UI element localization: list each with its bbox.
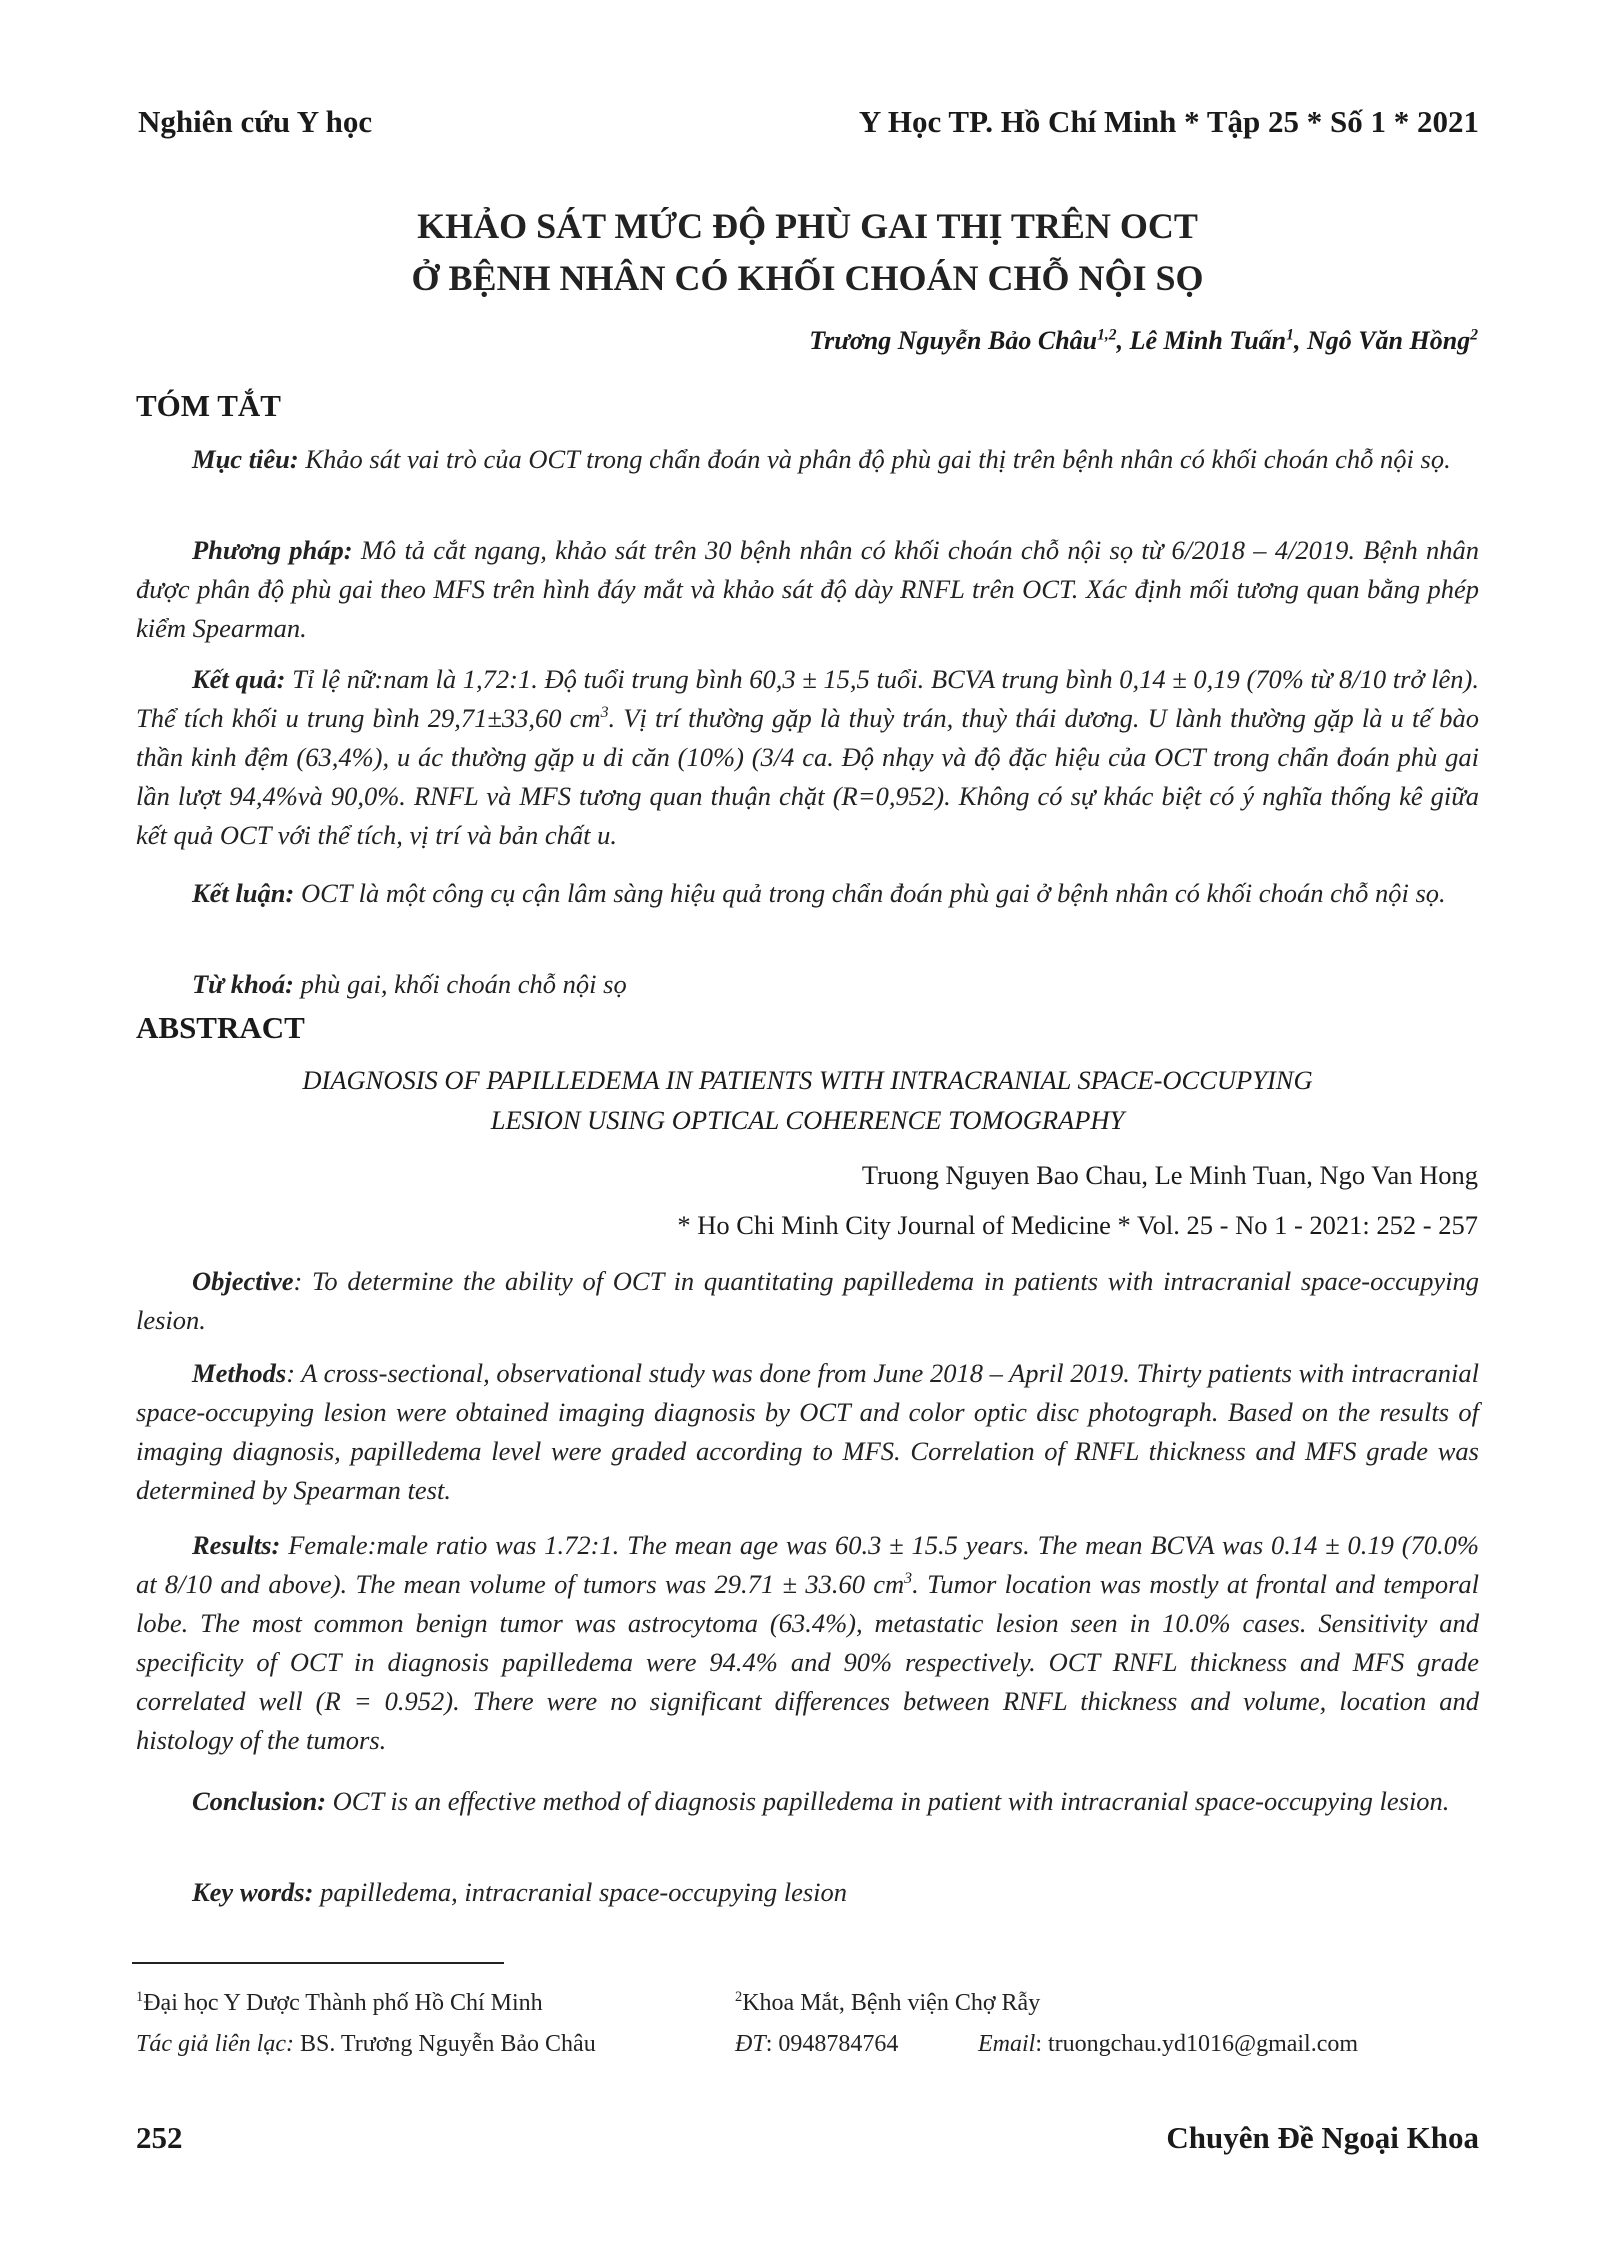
author-3-affiliation: 2: [1470, 326, 1478, 344]
vn-methods-paragraph: [136, 531, 1479, 648]
contact-email: [978, 2031, 1358, 2058]
vn-objective-text: Khảo sát vai trò của OCT trong chẩn đoán và phân độ phù gai thị trên bệnh nhân có khối choán chỗ nội sọ.: [305, 444, 1451, 474]
email-label: Email: [978, 2031, 1036, 2057]
vn-objective-label: Mục tiêu:: [192, 444, 299, 474]
vn-methods-label: Phương pháp:: [192, 535, 353, 565]
en-conclusion-label: Conclusion:: [192, 1786, 327, 1816]
en-abstract-heading: ABSTRACT: [136, 1010, 305, 1045]
vn-results-superscript: 3: [600, 704, 609, 722]
vn-keywords-label: Từ khoá:: [192, 969, 295, 999]
affiliation-2: [735, 1990, 1040, 2017]
author-1-affiliation: 1,2: [1097, 326, 1117, 344]
en-keywords-label: Key words:: [192, 1877, 314, 1907]
vn-results-paragraph: [136, 660, 1479, 855]
article-title-line-1: KHẢO SÁT MỨC ĐỘ PHÙ GAI THỊ TRÊN OCT: [417, 206, 1198, 246]
phone-label: ĐT: [735, 2031, 766, 2057]
en-objective-text: : To determine the ability of OCT in quantitating papilledema in patients with intracranial space-occupying lesion.: [136, 1266, 1479, 1335]
en-methods-paragraph: [136, 1354, 1479, 1510]
running-footer: [136, 2120, 1479, 2170]
en-results-label: Results:: [192, 1530, 281, 1560]
phone-number: : 0948784764: [765, 2031, 899, 2057]
en-article-title-line-2: LESION USING OPTICAL COHERENCE TOMOGRAPHY: [490, 1105, 1125, 1135]
vn-abstract-heading: TÓM TẮT: [136, 388, 281, 423]
running-header: [136, 104, 1479, 154]
vn-keywords-paragraph: [136, 965, 1479, 1004]
vn-conclusion-text: OCT là một công cụ cận lâm sàng hiệu quả trong chẩn đoán phù gai ở bệnh nhân có khối choán chỗ nội sọ.: [300, 878, 1446, 908]
author-2-affiliation: 1: [1286, 326, 1294, 344]
vn-results-label: Kết quả:: [192, 664, 286, 694]
affiliation-1-marker: 1: [136, 1989, 144, 2005]
author-3: Ngô Văn Hồng: [1306, 326, 1471, 355]
vn-methods-text: Mô tả cắt ngang, khảo sát trên 30 bệnh nhân có khối choán chỗ nội sọ từ 6/2018 – 4/2019. Bệnh nhân được phân độ phù gai theo MFS trên hình đáy mắt và khảo sát độ dày RNFL trên OCT. Xác định mối tương quan bằng phép kiểm Spearman.: [136, 535, 1480, 643]
vn-results-text-part-2: . Vị trí thường gặp là thuỳ trán, thuỳ thái dương. U lành thường gặp là u tế bào thần kinh đệm (63,4%), u ác thường gặp u di căn (10%) (3/4 ca. Độ nhạy và độ đặc hiệu của OCT trong chẩn đoán phù gai lần lượt 94,4%và 90,0%. RNFL và MFS tương quan thuận chặt (R=0,952). Không có sự khác biệt có ý nghĩa thống kê giữa kết quả OCT với thể tích, vị trí và bản chất u.: [136, 703, 1480, 850]
en-results-paragraph: [136, 1526, 1479, 1760]
article-title-line-2: Ở BỆNH NHÂN CÓ KHỐI CHOÁN CHỖ NỘI SỌ: [411, 258, 1204, 298]
en-conclusion-text: OCT is an effective method of diagnosis papilledema in patient with intracranial space-occupying lesion.: [332, 1786, 1450, 1816]
en-objective-label: Objective: [192, 1266, 294, 1296]
author-2: Lê Minh Tuấn: [1129, 326, 1287, 355]
en-keywords-text: papilledema, intracranial space-occupying lesion: [320, 1877, 848, 1907]
affiliation-2-marker: 2: [735, 1989, 743, 2005]
affiliation-1: [136, 1990, 543, 2017]
journal-issue-section: Chuyên Đề Ngoại Khoa: [1166, 2120, 1479, 2155]
en-article-title: [136, 1060, 1479, 1140]
en-results-text-part-2: . Tumor location was mostly at frontal and temporal lobe. The most common benign tumor was astrocytoma (63.4%), metastatic lesion seen in 10.0% cases. Sensitivity and specificity of OCT in diagnosis papilledema were 94.4% and 90% respectively. OCT RNFL thickness and MFS grade correlated well (R = 0.952). There were no significant differences between RNFL thickness and volume, location and histology of the tumors.: [136, 1569, 1480, 1755]
journal-section-label: Nghiên cứu Y học: [138, 104, 373, 139]
en-keywords-paragraph: [136, 1873, 1479, 1912]
email-address: : truongchau.yd1016@gmail.com: [1035, 2031, 1359, 2057]
vn-results-text-part-1: Tỉ lệ nữ:nam là 1,72:1. Độ tuổi trung bình 60,3 ± 15,5 tuổi. BCVA trung bình 0,14 ± 0,19 (70% từ 8/10 trở lên). Thể tích khối u trung bình 29,71±33,60 cm: [136, 664, 1480, 733]
vn-conclusion-paragraph: [136, 874, 1479, 913]
citation-line: * Ho Chi Minh City Journal of Medicine * Vol. 25 - No 1 - 2021: 252 - 257: [677, 1210, 1478, 1240]
vn-objective-paragraph: [136, 440, 1479, 479]
contact-phone: [735, 2031, 898, 2058]
author-1: Trương Nguyễn Bảo Châu: [809, 326, 1098, 355]
en-results-superscript: 3: [904, 1570, 913, 1588]
en-conclusion-paragraph: [136, 1782, 1479, 1821]
en-methods-text: : A cross-sectional, observational study was done from June 2018 – April 2019. Thirty patients with intracranial space-occupying lesion were obtained imaging diagnosis by OCT and color optic disc photograph. Based on the results of imaging diagnosis, papilledema level were graded according to MFS. Correlation of RNFL thickness and MFS grade was determined by Spearman test.: [136, 1358, 1479, 1505]
corresponding-author: [136, 2031, 596, 2058]
author-list: Trương Nguyễn Bảo Châu$^{1,2}$, Lê Minh Tuấn$^1$, Ngô Văn Hồng$^2$: [809, 326, 1478, 355]
contact-name: BS. Trương Nguyễn Bảo Châu: [299, 2031, 596, 2057]
journal-issue-label: Y Học TP. Hồ Chí Minh * Tập 25 * Số 1 * 2021: [858, 104, 1479, 139]
article-title: [136, 200, 1479, 304]
en-objective-paragraph: [136, 1262, 1479, 1340]
en-author-list: Truong Nguyen Bao Chau, Le Minh Tuan, Ngo Van Hong: [861, 1160, 1478, 1190]
en-results-text-part-1: Female:male ratio was 1.72:1. The mean age was 60.3 ± 15.5 years. The mean BCVA was 0.14 ± 0.19 (70.0% at 8/10 and above). The mean volume of tumors was 29.71 ± 33.60 cm: [136, 1530, 1480, 1599]
vn-conclusion-label: Kết luận:: [192, 878, 295, 908]
page-number: 252: [136, 2120, 183, 2155]
footnote-divider: [132, 1962, 504, 1964]
contact-label: Tác giả liên lạc:: [136, 2031, 294, 2057]
affiliation-1-text: Đại học Y Dược Thành phố Hồ Chí Minh: [143, 1990, 543, 2016]
vn-keywords-text: phù gai, khối choán chỗ nội sọ: [300, 969, 627, 999]
en-methods-label: Methods: [192, 1358, 287, 1388]
affiliation-2-text: Khoa Mắt, Bệnh viện Chợ Rẫy: [742, 1990, 1041, 2016]
en-article-title-line-1: DIAGNOSIS OF PAPILLEDEMA IN PATIENTS WITH INTRACRANIAL SPACE-OCCUPYING: [302, 1065, 1313, 1095]
